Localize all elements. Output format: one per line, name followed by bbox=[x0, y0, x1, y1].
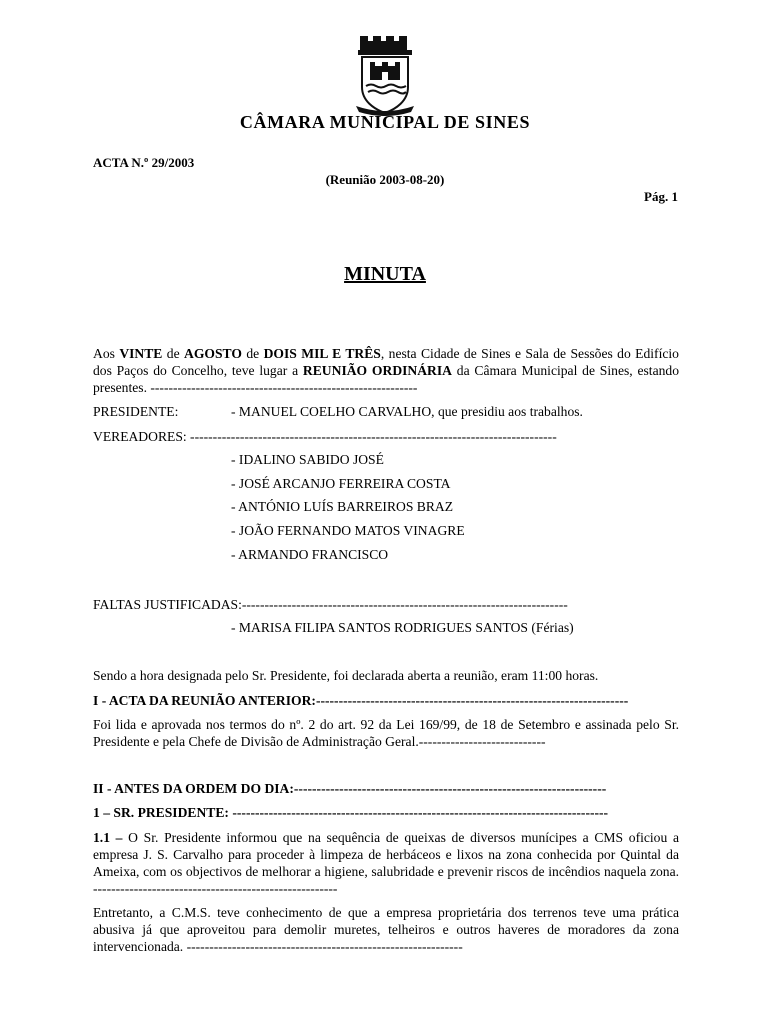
section2-paragraph: Entretanto, a C.M.S. teve conhecimento de que a empresa proprietária dos terrenos teve uma prática abusiva já que aproveitou para demolir muretes, telheiros e outros haveres de moradores da zona intervencionada. ------------------------------------------------------------- bbox=[93, 905, 679, 954]
opening-statement: Sendo a hora designada pelo Sr. Presidente, foi declarada aberta a reunião, eram 11:00 horas. bbox=[93, 668, 599, 683]
municipal-crest-icon bbox=[350, 32, 420, 116]
section2-heading: II - ANTES DA ORDEM DO DIA:--------------------------------------------------------------------- bbox=[93, 781, 607, 796]
faltas-label: FALTAS JUSTIFICADAS:------------------------------------------------------------------------ bbox=[93, 597, 568, 612]
section1-text: Foi lida e aprovada nos termos do nº. 2 do art. 92 da Lei 169/99, de 18 de Setembro e assinada pelo Sr. Presidente e pela Chefe de Divisão de Administração Geral.---------------------------- bbox=[93, 717, 679, 749]
intro-paragraph: Aos VINTE de AGOSTO de DOIS MIL E TRÊS, nesta Cidade de Sines e Sala de Sessões do Edifício dos Paços do Concelho, teve lugar a REUNIÃO ORDINÁRIA da Câmara Municipal de Sines, estando presentes. ----------------------------------------------------------- bbox=[93, 346, 679, 395]
presidente-row bbox=[93, 403, 679, 420]
document-title: MINUTA bbox=[344, 263, 426, 285]
vereadores-label: VEREADORES: --------------------------------------------------------------------------------- bbox=[93, 429, 557, 444]
presidente-name: - MANUEL COELHO CARVALHO, que presidiu aos trabalhos. bbox=[231, 404, 583, 419]
item-label: 1.1 – bbox=[93, 830, 123, 845]
acta-number: ACTA N.º 29/2003 bbox=[93, 155, 195, 170]
vereador-item: - JOÃO FERNANDO MATOS VINAGRE bbox=[231, 523, 465, 538]
section1-heading: I - ACTA DA REUNIÃO ANTERIOR:--------------------------------------------------------------------- bbox=[93, 693, 629, 708]
vereador-item: - IDALINO SABIDO JOSÉ bbox=[231, 452, 384, 467]
vereador-item: - ARMANDO FRANCISCO bbox=[231, 547, 389, 562]
vereador-item: - JOSÉ ARCANJO FERREIRA COSTA bbox=[231, 476, 451, 491]
page-number: Pág. 1 bbox=[644, 189, 678, 204]
item-text: O Sr. Presidente informou que na sequência de queixas de diversos munícipes a CMS oficiou a empresa J. S. Carvalho para proceder à limpeza de herbáceos e lixos na zona conhecida por Quintal da Ameixa, com os objectivos de melhorar a higiene, salubridade e prevenir riscos de incêndios naquela zona. ------------------------------------------------------ bbox=[93, 830, 679, 896]
vereador-item: - ANTÓNIO LUÍS BARREIROS BRAZ bbox=[231, 499, 454, 514]
meeting-date: (Reunião 2003-08-20) bbox=[325, 172, 445, 187]
presidente-label: PRESIDENTE: bbox=[93, 404, 179, 419]
falta-item: - MARISA FILIPA SANTOS RODRIGUES SANTOS (Férias) bbox=[231, 620, 574, 635]
council-name: CÂMARA MUNICIPAL DE SINES bbox=[239, 112, 531, 132]
item-1-1-paragraph bbox=[93, 829, 679, 897]
section2-subheading: 1 – SR. PRESIDENTE: ----------------------------------------------------------------------------------- bbox=[93, 805, 609, 820]
